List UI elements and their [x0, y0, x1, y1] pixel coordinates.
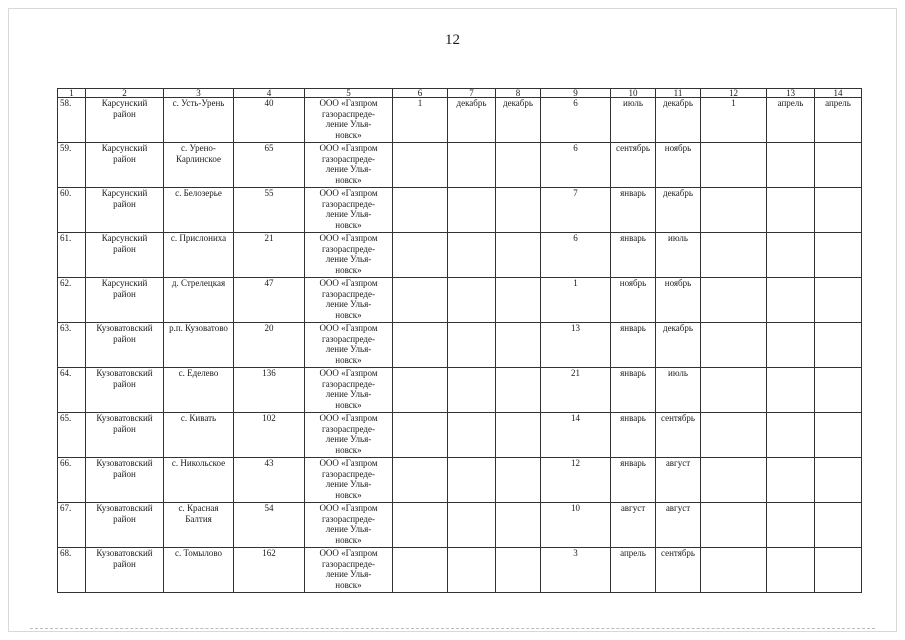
cell-line: с. Кивать — [180, 413, 217, 423]
page-number: 12 — [445, 32, 460, 48]
settlement-cell — [164, 368, 234, 413]
cell-line: район — [113, 288, 136, 299]
col7-cell — [448, 368, 496, 413]
column-header-3: 3 — [164, 89, 234, 98]
column-header-5: 5 — [305, 89, 393, 98]
col12-cell — [701, 458, 767, 503]
col7-cell: декабрь — [448, 98, 496, 143]
col6-cell — [393, 143, 448, 188]
cell-line: Кузоватовский — [96, 458, 153, 468]
cell-line: с. Красная — [178, 503, 219, 513]
cell-line: газораспреде- — [322, 288, 375, 299]
district-cell — [86, 548, 164, 593]
col7-cell — [448, 413, 496, 458]
table-row — [58, 188, 862, 233]
cell-line: с. Томылово — [174, 548, 223, 558]
cell-line: газораспреде- — [322, 108, 375, 119]
cell-line: район — [113, 333, 136, 344]
settlement-cell — [164, 98, 234, 143]
col8-cell — [496, 548, 541, 593]
col6-cell — [393, 233, 448, 278]
cell-line: ление Улья- — [325, 299, 372, 309]
table-row — [58, 323, 862, 368]
cell-line: Карлинское — [176, 153, 221, 164]
cell-line: газораспреде- — [322, 378, 375, 389]
col14-cell — [815, 368, 862, 413]
cell-line: район — [113, 558, 136, 569]
cell-line: ление Улья- — [325, 434, 372, 444]
col12-cell — [701, 188, 767, 233]
table-row — [58, 98, 862, 143]
col9-cell: 14 — [541, 413, 611, 458]
cell-line: газораспреде- — [322, 333, 375, 344]
col10-cell: август — [611, 503, 656, 548]
col6-cell — [393, 368, 448, 413]
cell-line: район — [113, 153, 136, 164]
col6-cell — [393, 548, 448, 593]
cell-line: Карсунский — [101, 143, 148, 153]
col7-cell — [448, 323, 496, 368]
settlement-cell — [164, 548, 234, 593]
column-header-8: 8 — [496, 89, 541, 98]
column-header-10: 10 — [611, 89, 656, 98]
cell-line: район — [113, 468, 136, 479]
cell-line: ление Улья- — [325, 254, 372, 264]
district-cell — [86, 503, 164, 548]
column-header-2: 2 — [86, 89, 164, 98]
district-cell — [86, 188, 164, 233]
district-cell — [86, 278, 164, 323]
col8-cell — [496, 368, 541, 413]
col12-cell — [701, 548, 767, 593]
col14-cell — [815, 278, 862, 323]
settlement-cell — [164, 278, 234, 323]
col6-cell — [393, 503, 448, 548]
col8-cell — [496, 143, 541, 188]
cell-line: новск» — [335, 579, 362, 590]
schedule-table — [57, 88, 862, 593]
row-number: 63. — [58, 323, 86, 368]
cell-line: ление Улья- — [325, 479, 372, 489]
col11-cell: декабрь — [656, 98, 701, 143]
cell-line: Карсунский — [101, 98, 148, 108]
col13-cell — [767, 278, 815, 323]
cell-line: р.п. Кузоватово — [169, 323, 228, 333]
col6-cell — [393, 323, 448, 368]
col10-cell: ноябрь — [611, 278, 656, 323]
cell-line: новск» — [335, 219, 362, 230]
col6-cell: 1 — [393, 98, 448, 143]
count-cell: 20 — [234, 323, 305, 368]
cell-line: Кузоватовский — [96, 503, 153, 513]
cell-line: ление Улья- — [325, 389, 372, 399]
cell-line: ООО «Газпром — [319, 188, 378, 198]
cell-line: новск» — [335, 399, 362, 410]
cell-line: Карсунский — [101, 233, 148, 243]
col9-cell: 7 — [541, 188, 611, 233]
settlement-cell — [164, 458, 234, 503]
district-cell — [86, 143, 164, 188]
organization-cell — [305, 98, 393, 143]
district-cell — [86, 368, 164, 413]
organization-cell — [305, 188, 393, 233]
col13-cell: апрель — [767, 98, 815, 143]
cell-line: ООО «Газпром — [319, 368, 378, 378]
col8-cell — [496, 233, 541, 278]
col12-cell — [701, 143, 767, 188]
cell-line: ление Улья- — [325, 164, 372, 174]
cell-line: Карсунский — [101, 278, 148, 288]
table-row — [58, 368, 862, 413]
cell-line: с. Еделево — [178, 368, 219, 378]
table-row — [58, 278, 862, 323]
col14-cell — [815, 548, 862, 593]
cell-line: ООО «Газпром — [319, 143, 378, 153]
cell-line: с. Никольское — [171, 458, 226, 468]
organization-cell — [305, 548, 393, 593]
col10-cell: январь — [611, 188, 656, 233]
cell-line: ООО «Газпром — [319, 323, 378, 333]
col11-cell: ноябрь — [656, 143, 701, 188]
col11-cell: август — [656, 503, 701, 548]
column-header-9: 9 — [541, 89, 611, 98]
row-number: 64. — [58, 368, 86, 413]
cell-line: с. Усть-Урень — [172, 98, 225, 108]
col10-cell: апрель — [611, 548, 656, 593]
cell-line: газораспреде- — [322, 423, 375, 434]
settlement-cell — [164, 233, 234, 278]
col9-cell: 1 — [541, 278, 611, 323]
col13-cell — [767, 548, 815, 593]
col11-cell: сентябрь — [656, 548, 701, 593]
col14-cell — [815, 413, 862, 458]
cell-line: новск» — [335, 489, 362, 500]
table-row — [58, 233, 862, 278]
col7-cell — [448, 278, 496, 323]
row-number: 58. — [58, 98, 86, 143]
column-header-11: 11 — [656, 89, 701, 98]
organization-cell — [305, 233, 393, 278]
cell-line: ООО «Газпром — [319, 548, 378, 558]
col13-cell — [767, 143, 815, 188]
col9-cell: 21 — [541, 368, 611, 413]
col7-cell — [448, 188, 496, 233]
col13-cell — [767, 323, 815, 368]
row-number: 60. — [58, 188, 86, 233]
col11-cell: ноябрь — [656, 278, 701, 323]
col7-cell — [448, 143, 496, 188]
cell-line: газораспреде- — [322, 558, 375, 569]
district-cell — [86, 233, 164, 278]
cell-line: новск» — [335, 129, 362, 140]
row-number: 61. — [58, 233, 86, 278]
cell-line: Кузоватовский — [96, 548, 153, 558]
cell-line: ООО «Газпром — [319, 278, 378, 288]
settlement-cell — [164, 323, 234, 368]
col7-cell — [448, 458, 496, 503]
district-cell — [86, 323, 164, 368]
district-cell — [86, 458, 164, 503]
col9-cell: 13 — [541, 323, 611, 368]
table-row — [58, 413, 862, 458]
col14-cell — [815, 323, 862, 368]
cell-line: ление Улья- — [325, 524, 372, 534]
cell-line: газораспреде- — [322, 468, 375, 479]
row-number: 67. — [58, 503, 86, 548]
col11-cell: декабрь — [656, 188, 701, 233]
col11-cell: июль — [656, 233, 701, 278]
count-cell: 54 — [234, 503, 305, 548]
organization-cell — [305, 143, 393, 188]
col12-cell — [701, 233, 767, 278]
cell-line: Кузоватовский — [96, 323, 153, 333]
cell-line: ление Улья- — [325, 119, 372, 129]
col14-cell — [815, 143, 862, 188]
organization-cell — [305, 323, 393, 368]
cell-line: ООО «Газпром — [319, 503, 378, 513]
cell-line: район — [113, 513, 136, 524]
col7-cell — [448, 233, 496, 278]
col12-cell — [701, 413, 767, 458]
col10-cell: январь — [611, 233, 656, 278]
col14-cell — [815, 503, 862, 548]
col8-cell — [496, 188, 541, 233]
cell-line: д. Стрелецкая — [171, 278, 226, 288]
col10-cell: январь — [611, 458, 656, 503]
cell-line: газораспреде- — [322, 198, 375, 209]
cell-line: ООО «Газпром — [319, 413, 378, 423]
cell-line: район — [113, 243, 136, 254]
cell-line: Балтия — [185, 513, 212, 524]
row-number: 68. — [58, 548, 86, 593]
count-cell: 55 — [234, 188, 305, 233]
count-cell: 47 — [234, 278, 305, 323]
organization-cell — [305, 278, 393, 323]
col13-cell — [767, 503, 815, 548]
col13-cell — [767, 458, 815, 503]
col7-cell — [448, 503, 496, 548]
col12-cell: 1 — [701, 98, 767, 143]
cell-line: новск» — [335, 309, 362, 320]
column-header-12: 12 — [701, 89, 767, 98]
col9-cell: 3 — [541, 548, 611, 593]
district-cell — [86, 98, 164, 143]
col9-cell: 6 — [541, 98, 611, 143]
cell-line: ление Улья- — [325, 344, 372, 354]
count-cell: 43 — [234, 458, 305, 503]
col12-cell — [701, 368, 767, 413]
cell-line: Карсунский — [101, 188, 148, 198]
organization-cell — [305, 413, 393, 458]
col12-cell — [701, 323, 767, 368]
cell-line: новск» — [335, 354, 362, 365]
col6-cell — [393, 188, 448, 233]
cell-line: газораспреде- — [322, 513, 375, 524]
cell-line: газораспреде- — [322, 243, 375, 254]
col11-cell: сентябрь — [656, 413, 701, 458]
row-number: 65. — [58, 413, 86, 458]
col11-cell: июль — [656, 368, 701, 413]
col12-cell — [701, 278, 767, 323]
col13-cell — [767, 413, 815, 458]
col10-cell: сентябрь — [611, 143, 656, 188]
col13-cell — [767, 233, 815, 278]
col8-cell: декабрь — [496, 98, 541, 143]
table-row — [58, 503, 862, 548]
col11-cell: декабрь — [656, 323, 701, 368]
cell-line: новск» — [335, 444, 362, 455]
cell-line: ление Улья- — [325, 209, 372, 219]
settlement-cell — [164, 413, 234, 458]
table-body — [58, 98, 862, 593]
col8-cell — [496, 503, 541, 548]
cell-line: ООО «Газпром — [319, 233, 378, 243]
cell-line: ООО «Газпром — [319, 98, 378, 108]
settlement-cell — [164, 503, 234, 548]
count-cell: 136 — [234, 368, 305, 413]
cell-line: новск» — [335, 534, 362, 545]
cell-line: с. Урено- — [181, 143, 216, 153]
district-cell — [86, 413, 164, 458]
table-row — [58, 548, 862, 593]
cell-line: с. Белозерье — [175, 188, 222, 198]
col10-cell: январь — [611, 368, 656, 413]
count-cell: 162 — [234, 548, 305, 593]
table-row — [58, 143, 862, 188]
col14-cell — [815, 188, 862, 233]
row-number: 62. — [58, 278, 86, 323]
col9-cell: 10 — [541, 503, 611, 548]
row-number: 59. — [58, 143, 86, 188]
cell-line: Кузоватовский — [96, 413, 153, 423]
column-header-1: 1 — [58, 89, 86, 98]
col9-cell: 12 — [541, 458, 611, 503]
organization-cell — [305, 458, 393, 503]
count-cell: 21 — [234, 233, 305, 278]
organization-cell — [305, 503, 393, 548]
bottom-rule — [30, 628, 875, 630]
cell-line: район — [113, 108, 136, 119]
col9-cell: 6 — [541, 143, 611, 188]
table-row — [58, 458, 862, 503]
cell-line: район — [113, 198, 136, 209]
col9-cell: 6 — [541, 233, 611, 278]
count-cell: 102 — [234, 413, 305, 458]
col8-cell — [496, 413, 541, 458]
column-header-14: 14 — [815, 89, 862, 98]
cell-line: район — [113, 423, 136, 434]
col6-cell — [393, 458, 448, 503]
col8-cell — [496, 278, 541, 323]
column-header-7: 7 — [448, 89, 496, 98]
cell-line: с. Прислониха — [170, 233, 227, 243]
col14-cell: апрель — [815, 98, 862, 143]
col14-cell — [815, 233, 862, 278]
organization-cell — [305, 368, 393, 413]
settlement-cell — [164, 188, 234, 233]
count-cell: 65 — [234, 143, 305, 188]
cell-line: ление Улья- — [325, 569, 372, 579]
row-number: 66. — [58, 458, 86, 503]
cell-line: Кузоватовский — [96, 368, 153, 378]
col13-cell — [767, 368, 815, 413]
column-header-13: 13 — [767, 89, 815, 98]
cell-line: ООО «Газпром — [319, 458, 378, 468]
col6-cell — [393, 413, 448, 458]
col10-cell: июль — [611, 98, 656, 143]
settlement-cell — [164, 143, 234, 188]
cell-line: новск» — [335, 264, 362, 275]
col10-cell: январь — [611, 323, 656, 368]
col13-cell — [767, 188, 815, 233]
column-header-6: 6 — [393, 89, 448, 98]
cell-line: район — [113, 378, 136, 389]
col6-cell — [393, 278, 448, 323]
col14-cell — [815, 458, 862, 503]
col12-cell — [701, 503, 767, 548]
col7-cell — [448, 548, 496, 593]
col8-cell — [496, 323, 541, 368]
col11-cell: август — [656, 458, 701, 503]
column-header-4: 4 — [234, 89, 305, 98]
col8-cell — [496, 458, 541, 503]
cell-line: новск» — [335, 174, 362, 185]
table-header — [58, 89, 862, 98]
cell-line: газораспреде- — [322, 153, 375, 164]
col10-cell: январь — [611, 413, 656, 458]
count-cell: 40 — [234, 98, 305, 143]
